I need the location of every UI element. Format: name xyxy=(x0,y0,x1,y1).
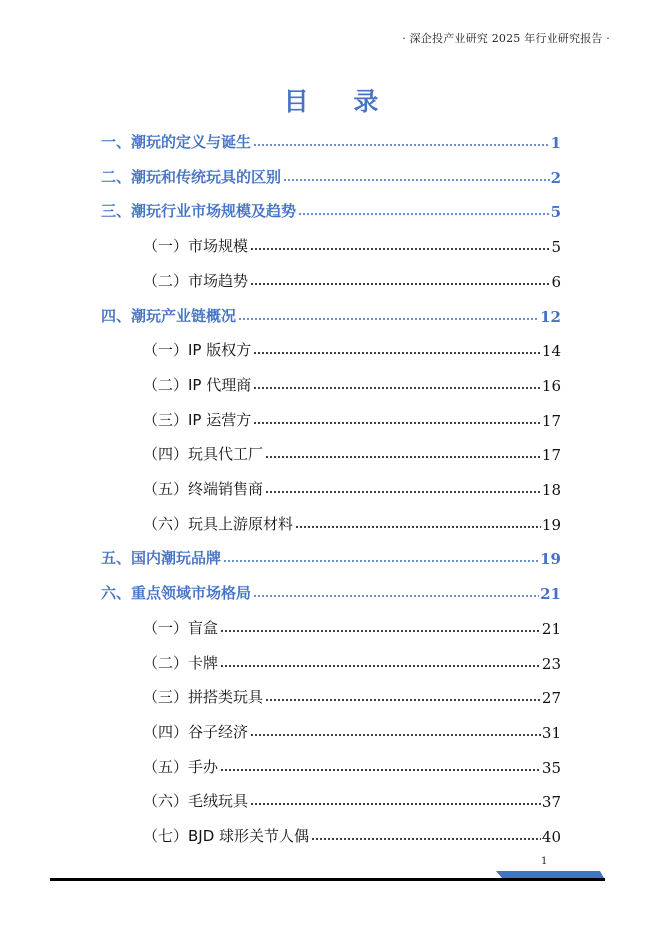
toc-section-entry[interactable] xyxy=(143,265,561,291)
toc-entry-page: 40 xyxy=(541,828,561,846)
toc-section-entry[interactable] xyxy=(143,473,561,499)
toc-entry-label: 六、重点领域市场格局 xyxy=(101,584,252,603)
toc-chapter-entry[interactable] xyxy=(101,161,561,187)
toc-section-entry[interactable] xyxy=(143,785,561,811)
toc-section-entry[interactable] xyxy=(143,612,561,638)
toc-section-entry[interactable] xyxy=(143,230,561,256)
toc-dot-leader xyxy=(265,698,541,702)
toc-entry-label: 五、国内潮玩品牌 xyxy=(101,549,222,568)
footer-rule xyxy=(50,878,605,881)
toc-dot-leader xyxy=(298,212,550,216)
page-header: · 深企投产业研究 2025 年行业研究报告 · xyxy=(402,32,610,45)
toc-entry-label: （一）IP 版权方 xyxy=(143,341,252,360)
toc-entry-page: 17 xyxy=(541,446,561,465)
toc-dot-leader xyxy=(223,559,539,563)
toc-dot-leader xyxy=(250,802,541,806)
toc-entry-page: 14 xyxy=(541,342,561,361)
toc-dot-leader xyxy=(253,143,550,147)
toc-entry-label: 四、潮玩产业链概况 xyxy=(101,306,237,325)
toc-chapter-entry[interactable] xyxy=(101,300,561,326)
toc-entry-page: 23 xyxy=(541,654,561,673)
toc-entry-page: 18 xyxy=(541,481,561,499)
toc-chapter-entry[interactable] xyxy=(101,577,561,603)
toc-entry-label: （六）毛绒玩具 xyxy=(143,792,249,811)
toc-section-entry[interactable] xyxy=(143,369,561,395)
toc-entry-page: 5 xyxy=(551,238,561,257)
toc-dot-leader xyxy=(253,351,541,355)
toc-entry-label: （一）盲盒 xyxy=(143,618,219,637)
toc-dot-leader xyxy=(283,178,550,182)
toc-entry-label: （二）IP 代理商 xyxy=(143,375,252,394)
toc-section-entry[interactable] xyxy=(143,438,561,464)
toc-section-entry[interactable] xyxy=(143,820,561,846)
toc-entry-label: 二、潮玩和传统玩具的区别 xyxy=(101,167,282,186)
toc-dot-leader xyxy=(265,490,541,494)
toc-entry-label: （三）IP 运营方 xyxy=(143,410,252,429)
toc-entry-label: （七）BJD 球形关节人偶 xyxy=(143,827,310,845)
toc-entry-label: 一、潮玩的定义与诞生 xyxy=(101,133,252,151)
toc-section-entry[interactable] xyxy=(143,716,561,742)
toc-entry-page: 5 xyxy=(550,203,561,222)
toc-entry-page: 2 xyxy=(550,168,561,187)
toc-dot-leader xyxy=(253,594,539,598)
toc-section-entry[interactable] xyxy=(143,751,561,777)
toc-section-entry[interactable] xyxy=(143,334,561,360)
toc-section-entry[interactable] xyxy=(143,681,561,707)
toc-title: 目 录 xyxy=(283,87,397,116)
toc-chapter-entry[interactable] xyxy=(101,195,561,221)
toc-entry-page: 37 xyxy=(541,793,561,812)
toc-entry-label: （三）拼搭类玩具 xyxy=(143,688,264,707)
toc-dot-leader xyxy=(220,768,541,772)
toc-entry-page: 19 xyxy=(541,515,561,534)
toc-entry-page: 1 xyxy=(550,134,561,152)
toc-dot-leader xyxy=(295,525,541,529)
toc-entry-page: 27 xyxy=(541,689,561,708)
toc-entry-label: （二）卡牌 xyxy=(143,653,219,672)
toc-entry-page: 6 xyxy=(551,272,561,291)
toc-entry-label: （四）玩具代工厂 xyxy=(143,445,264,464)
toc-entry-label: （五）终端销售商 xyxy=(143,480,264,498)
toc-dot-leader xyxy=(250,282,550,286)
toc-entry-label: （一）市场规模 xyxy=(143,237,249,256)
toc-entry-label: （二）市场趋势 xyxy=(143,271,249,290)
toc-section-entry[interactable] xyxy=(143,404,561,430)
footer-accent-bar xyxy=(496,871,604,878)
toc-entry-label: （六）玩具上游原材料 xyxy=(143,514,294,533)
toc-dot-leader xyxy=(253,421,541,425)
toc-entry-label: 三、潮玩行业市场规模及趋势 xyxy=(101,202,297,221)
toc-dot-leader xyxy=(238,317,539,321)
toc-entry-page: 12 xyxy=(540,307,561,326)
toc-entry-page: 17 xyxy=(541,411,561,430)
toc-dot-leader xyxy=(220,629,541,633)
toc-dot-leader xyxy=(311,837,541,841)
toc-entry-page: 16 xyxy=(541,376,561,395)
toc-section-entry[interactable] xyxy=(143,508,561,534)
toc-entry-page: 35 xyxy=(541,758,561,777)
toc-section-entry[interactable] xyxy=(143,647,561,673)
toc-dot-leader xyxy=(250,733,541,737)
toc-entry-page: 21 xyxy=(540,585,561,604)
toc-chapter-entry[interactable] xyxy=(101,126,561,152)
toc-dot-leader xyxy=(220,664,541,668)
toc-entry-label: （五）手办 xyxy=(143,757,219,776)
toc-dot-leader xyxy=(253,386,541,390)
toc-dot-leader xyxy=(250,247,550,251)
toc-entry-page: 21 xyxy=(541,619,561,638)
toc-entry-label: （四）谷子经济 xyxy=(143,722,249,741)
toc-chapter-entry[interactable] xyxy=(101,542,561,568)
toc-dot-leader xyxy=(265,455,541,459)
page-number: 1 xyxy=(541,856,548,867)
toc-entry-page: 31 xyxy=(541,723,561,742)
toc-entry-page: 19 xyxy=(540,550,561,569)
